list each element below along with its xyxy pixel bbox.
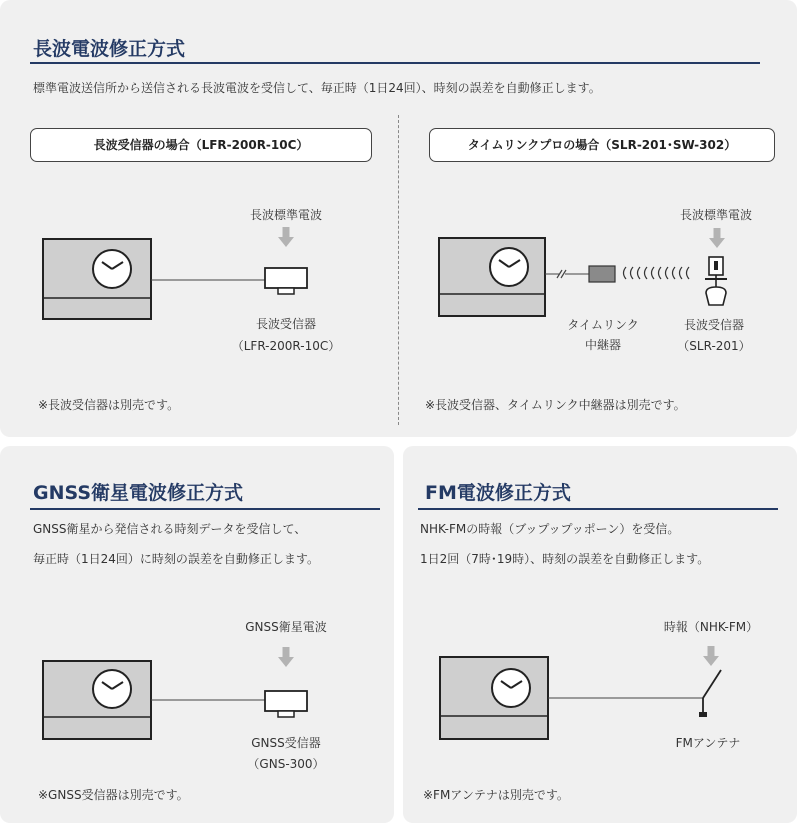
fm-description-2: 1日2回（7時･19時）、時刻の誤差を自動修正します。 xyxy=(420,552,710,566)
down-arrow-icon xyxy=(278,227,294,249)
longwave-left-receiver-label: 長波受信器 xyxy=(255,317,316,331)
longwave-left-receiver-model: （LFR-200R-10C） xyxy=(231,339,341,353)
down-arrow-icon xyxy=(709,228,725,250)
relay-label-1: タイムリンク xyxy=(567,318,639,332)
gnss-wave-label: GNSS衛星電波 xyxy=(245,620,327,634)
longwave-right-pill: タイムリンクプロの場合（SLR-201･SW-302） xyxy=(429,128,775,162)
fm-wave-label: 時報（NHK-FM） xyxy=(663,620,759,634)
gnss-description-2: 毎正時（1日24回）に時刻の誤差を自動修正します。 xyxy=(33,552,319,566)
longwave-title-rule xyxy=(30,62,760,64)
fm-title: FM電波修正方式 xyxy=(425,482,571,504)
down-arrow-icon xyxy=(278,647,294,669)
longwave-right-receiver-label: 長波受信器 xyxy=(683,318,744,332)
longwave-right-receiver-model: （SLR-201） xyxy=(677,339,751,353)
gnss-receiver-label: GNSS受信器 xyxy=(251,736,321,750)
clock-device-icon xyxy=(438,237,546,317)
gnss-description-1: GNSS衛星から発信される時刻データを受信して、 xyxy=(33,522,307,536)
fm-card xyxy=(403,446,797,823)
fm-description-1: NHK-FMの時報（ブップップッポーン）を受信。 xyxy=(420,522,680,536)
connection-line xyxy=(548,697,703,699)
receiver-box-icon xyxy=(264,690,308,718)
longwave-left-note: ※長波受信器は別売です。 xyxy=(38,398,180,412)
clock-device-icon xyxy=(42,238,152,320)
fm-title-rule xyxy=(418,508,778,510)
longwave-right-note: ※長波受信器、タイムリンク中継器は別売です。 xyxy=(425,398,686,412)
longwave-left-pill: 長波受信器の場合（LFR-200R-10C） xyxy=(30,128,372,162)
wave-icon xyxy=(620,265,690,281)
longwave-description: 標準電波送信所から送信される長波電波を受信して、毎正時（1日24回）、時刻の誤差を自動修正します。 xyxy=(33,81,601,95)
receiver-antenna-icon xyxy=(703,257,729,309)
cable-break-icon xyxy=(545,268,589,280)
connection-line xyxy=(151,279,266,281)
antenna-icon xyxy=(695,668,725,720)
gnss-title: GNSS衛星電波修正方式 xyxy=(33,482,244,504)
gnss-title-rule xyxy=(30,508,380,510)
gnss-card xyxy=(0,446,394,823)
longwave-title: 長波電波修正方式 xyxy=(33,38,186,60)
longwave-divider xyxy=(398,115,399,425)
longwave-left-wave-label: 長波標準電波 xyxy=(249,208,322,222)
gnss-receiver-model: （GNS-300） xyxy=(247,757,325,771)
down-arrow-icon xyxy=(703,646,719,668)
longwave-right-wave-label: 長波標準電波 xyxy=(679,208,752,222)
clock-device-icon xyxy=(42,660,152,740)
fm-note: ※FMアンテナは別売です。 xyxy=(423,788,569,802)
relay-box-icon xyxy=(588,265,616,283)
connection-line xyxy=(151,699,266,701)
receiver-box-icon xyxy=(264,267,308,295)
gnss-note: ※GNSS受信器は別売です。 xyxy=(38,788,189,802)
fm-antenna-label: FMアンテナ xyxy=(675,736,741,750)
relay-label-2: 中継器 xyxy=(584,338,621,352)
clock-device-icon xyxy=(439,656,549,740)
